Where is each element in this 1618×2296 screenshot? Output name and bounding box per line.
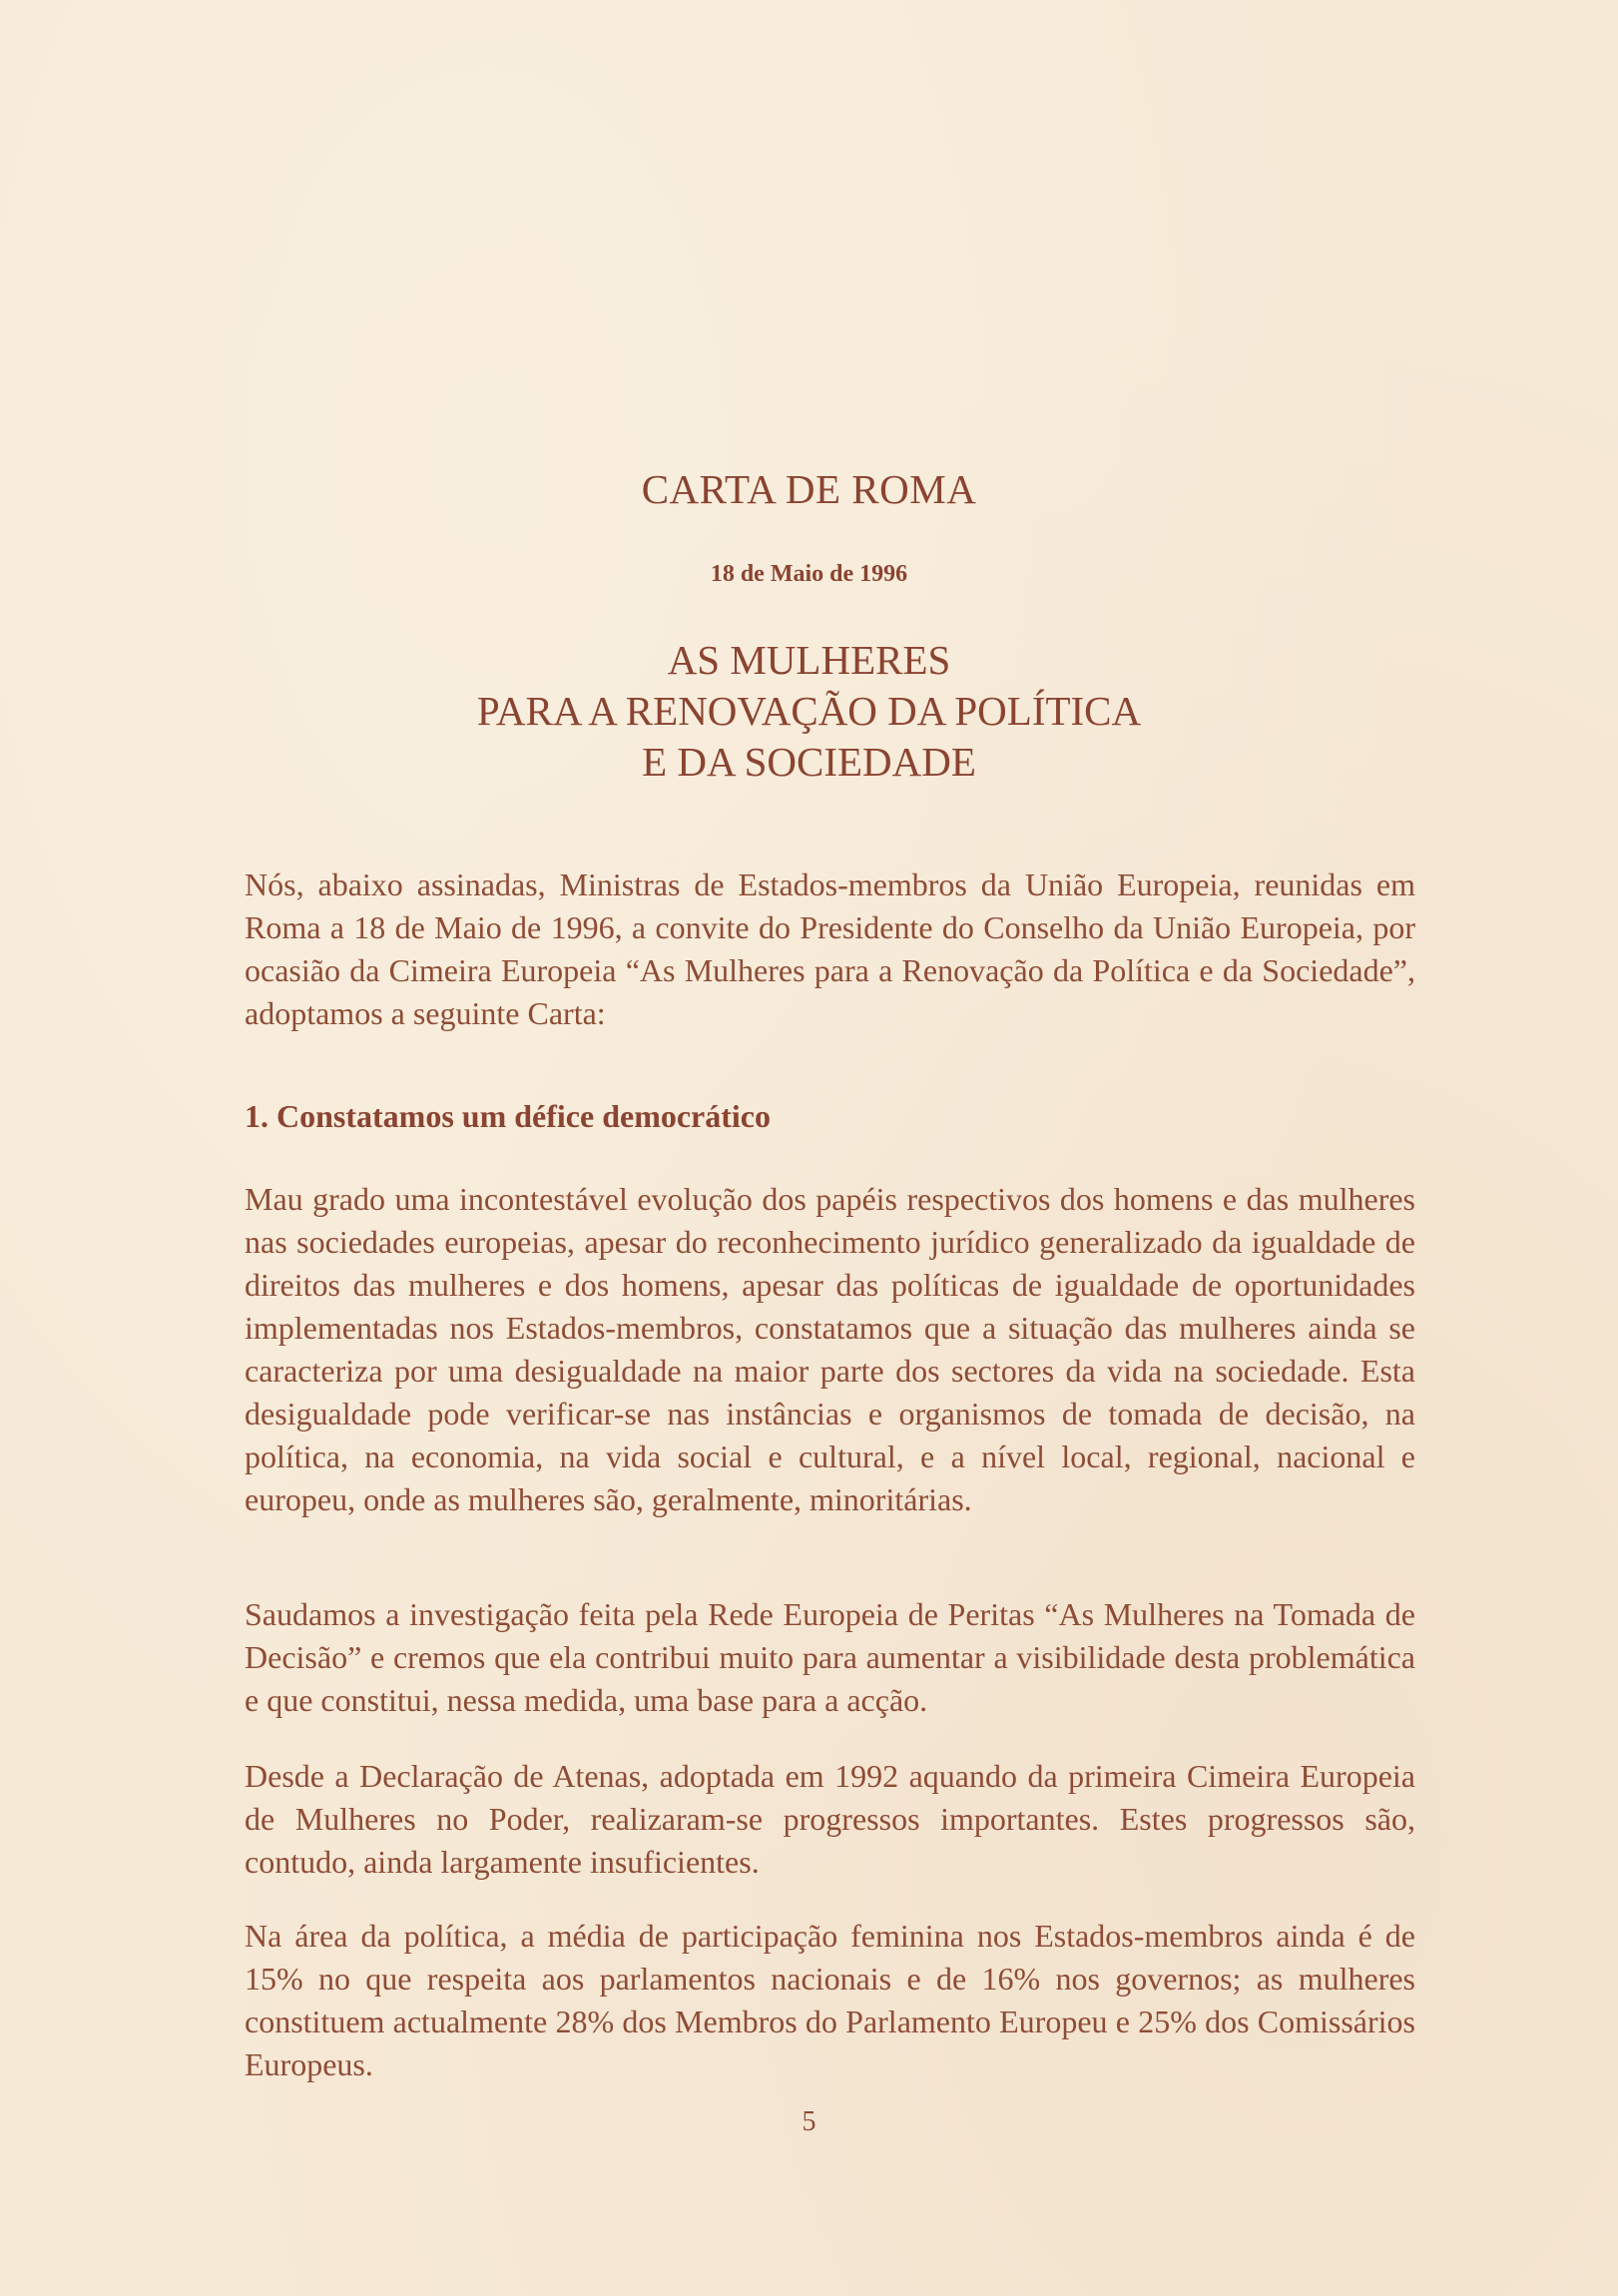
body-paragraph-4: Na área da política, a média de participação feminina nos Estados-membros ainda é de 15% no que respeita aos parlamentos nacionais e de 16% nos governos; as mulheres constituem actualmente 28% dos Membros do Parlamento Europeu e 25% dos Comissários Europeus. [245,1918,1415,2082]
intro-paragraph: Nós, abaixo assinadas, Ministras de Estados-membros da União Europeia, reunidas em Roma a 18 de Maio de 1996, a convite do Presidente do Conselho da União Europeia, por ocasião da Cimeira Europeia “As Mulheres para a Renovação da Política e da Sociedade”, adoptamos a seguinte Carta: [245,866,1415,1031]
headline-line-3: E DA SOCIEDADE [642,739,976,785]
section-heading: 1. Constatamos um défice democrático [245,1098,771,1134]
body-paragraph-2: Saudamos a investigação feita pela Rede Europeia de Peritas “As Mulheres na Tomada de Decisão” e cremos que ela contribui muito para aumentar a visibilidade desta problemática e que constitui, nessa medida, uma base para a acção. [245,1596,1415,1718]
body-paragraph-3: Desde a Declaração de Atenas, adoptada em 1992 aquando da primeira Cimeira Europeia de Mulheres no Poder, realizaram-se progressos importantes. Estes progressos são, contudo, ainda largamente insuficientes. [245,1758,1415,1880]
document-headline [0,635,1618,788]
headline-line-2: PARA A RENOVAÇÃO DA POLÍTICA [476,688,1142,734]
document-date: 18 de Maio de 1996 [710,561,908,587]
body-paragraph-1: Mau grado uma incontestável evolução dos papéis respectivos dos homens e das mulheres nas sociedades europeias, apesar do reconhecimento jurídico generalizado da igualdade de direitos das mulheres e dos homens, apesar das políticas de igualdade de oportunidades implementadas nos Estados-membros, constatamos que a situação das mulheres ainda se caracteriza por uma desigualdade na maior parte dos sectores da vida na sociedade. Esta desigualdade pode verificar-se nas instâncias e organismos de tomada de decisão, na política, na economia, na vida social e cultural, e a nível local, regional, nacional e europeu, onde as mulheres são, geralmente, minoritárias. [245,1181,1415,1517]
page-number: 5 [802,2106,816,2137]
headline-line-1: AS MULHERES [667,637,951,683]
document-title: CARTA DE ROMA [641,466,977,512]
